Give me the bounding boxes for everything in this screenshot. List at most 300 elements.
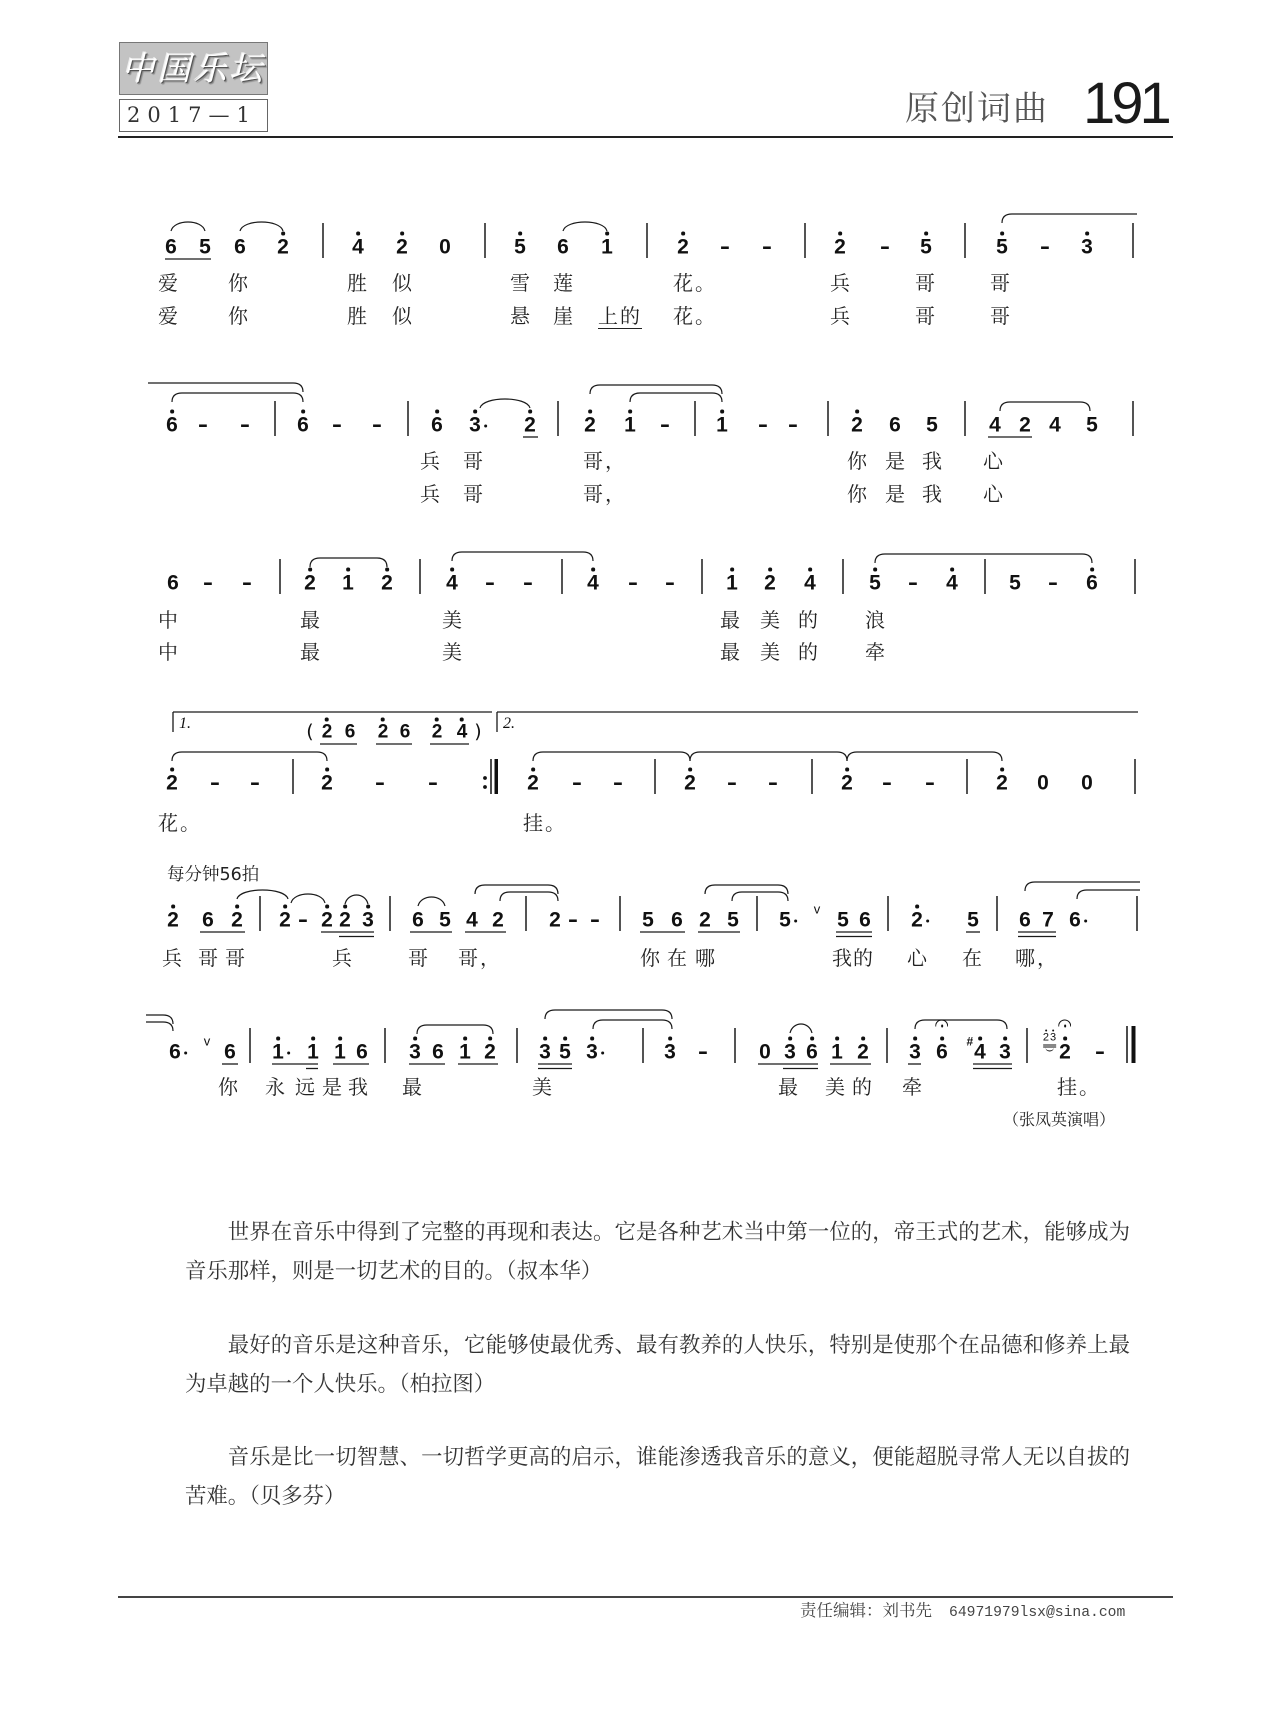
note-digit: -	[879, 235, 891, 259]
note-digit: 2	[699, 908, 711, 932]
lyric-syllable: 最	[402, 1075, 424, 1099]
note-digit: 1	[342, 571, 354, 595]
note	[699, 910, 711, 931]
lyric-syllable: 美	[442, 640, 464, 664]
note-digit: 5	[926, 413, 938, 437]
note-digit: -	[371, 413, 383, 437]
note-digit: 6	[166, 413, 178, 437]
octave-dot-high-icon	[325, 718, 329, 722]
note	[381, 573, 393, 594]
note-digit: 6	[671, 908, 683, 932]
note	[677, 237, 689, 258]
lyric-syllable: 美	[442, 608, 464, 632]
lyric-syllable: 哥	[225, 946, 247, 970]
slur-tie	[1002, 214, 1137, 223]
issue-number: 2017—1	[119, 99, 268, 132]
sustain-dash	[924, 771, 936, 795]
lyric-syllable: 哥	[463, 482, 485, 506]
note-digit: 3	[1081, 235, 1093, 259]
grace-digit: 3	[1050, 1031, 1057, 1044]
note-digit: 4	[946, 571, 958, 595]
footer	[800, 1600, 1125, 1624]
lyric-syllable: 挂。	[523, 811, 567, 835]
lyric-syllable: 远	[295, 1075, 317, 1099]
note-digit: -	[249, 771, 261, 795]
note-digit: -	[567, 908, 579, 932]
sustain-dash	[757, 413, 769, 437]
note	[996, 237, 1008, 258]
lyric-syllable: 最	[778, 1075, 800, 1099]
octave-dot-high-icon	[1045, 1030, 1047, 1032]
editor-credit: 责任编辑：刘书先	[800, 1601, 932, 1620]
lyric-syllable: 挂。	[1057, 1075, 1101, 1099]
note	[936, 1042, 948, 1063]
slur-tie	[847, 752, 1002, 761]
rest-note	[439, 237, 451, 258]
note	[297, 415, 309, 436]
lyric-syllable: 你	[847, 449, 869, 473]
lyric-syllable: 心	[983, 482, 1005, 506]
slur-tie	[345, 895, 368, 904]
sustain-dash	[331, 413, 343, 437]
note-digit: 0	[1081, 771, 1093, 795]
note	[857, 1042, 869, 1063]
magazine-title: 中国乐坛	[121, 49, 266, 88]
note-digit: -	[589, 908, 601, 932]
quote-author: （叔本华）	[505, 1259, 603, 1284]
sustain-dash	[567, 908, 579, 932]
note	[484, 1042, 496, 1063]
note-digit: 2	[167, 908, 179, 932]
octave-dot-high-icon	[276, 1037, 280, 1041]
note-digit: -	[197, 413, 209, 437]
sustain-dash	[1094, 1040, 1106, 1064]
slur-tie	[148, 383, 303, 392]
note-digit: -	[612, 771, 624, 795]
note-digit: 4	[446, 571, 458, 595]
note	[804, 573, 816, 594]
note-digit: 2	[277, 235, 289, 259]
quote-author: （贝多芬）	[249, 1484, 346, 1509]
note	[334, 1042, 346, 1063]
note-digit: -	[627, 571, 639, 595]
octave-dot-high-icon	[460, 718, 464, 722]
note-digit: -	[241, 571, 253, 595]
editor-email: 64971979lsx@sina.com	[949, 1605, 1126, 1621]
sustain-dash	[879, 235, 891, 259]
note	[889, 415, 901, 436]
lyric-syllable: 哥	[915, 304, 937, 328]
note-digit: 3	[909, 1040, 921, 1064]
slur-tie	[1000, 402, 1090, 411]
note	[806, 1042, 818, 1063]
sustain-dash	[589, 908, 601, 932]
sustain-dash	[371, 413, 383, 437]
note	[967, 910, 979, 931]
octave-dot-high-icon	[531, 768, 535, 772]
note-digit: 2	[527, 771, 539, 795]
note	[527, 773, 539, 794]
slur-tie	[1077, 890, 1140, 899]
octave-dot-high-icon	[235, 905, 239, 909]
note	[1081, 237, 1093, 258]
note	[469, 415, 481, 436]
note-digit: 6	[234, 235, 246, 259]
note-digit: 6	[202, 908, 214, 932]
octave-dot-high-icon	[1085, 232, 1089, 236]
note-digit: -	[331, 413, 343, 437]
sustain-dash	[209, 771, 221, 795]
octave-dot-high-icon	[325, 768, 329, 772]
breath-mark	[814, 903, 821, 916]
note-digit: 5	[199, 235, 211, 259]
note	[1086, 573, 1098, 594]
lyric-syllable: 胜	[347, 271, 369, 295]
lyric-syllable: 的	[853, 946, 875, 970]
lyric-syllable: 胜	[347, 304, 369, 328]
octave-dot-high-icon	[308, 568, 312, 572]
note-digit: 4	[1049, 413, 1061, 437]
note	[396, 237, 408, 258]
note-digit: 6	[936, 1040, 948, 1064]
octave-dot-high-icon	[488, 1037, 492, 1041]
lyric-syllable: 花。	[158, 811, 202, 835]
sustain-dash	[767, 771, 779, 795]
note-digit: 6	[344, 721, 356, 743]
slur-tie	[172, 752, 327, 761]
sustain-dash	[697, 1040, 709, 1064]
note	[167, 573, 179, 594]
note-digit: 5	[837, 908, 849, 932]
note	[342, 573, 354, 594]
lyric-syllable: 你	[847, 482, 869, 506]
note	[431, 415, 443, 436]
note	[199, 237, 211, 258]
note-digit: 1	[831, 1040, 843, 1064]
note-digit: 5	[1086, 413, 1098, 437]
sustain-dash	[1047, 571, 1059, 595]
note	[726, 573, 738, 594]
lyric-syllable: 是	[885, 482, 907, 506]
lyric-syllable: 永	[265, 1075, 287, 1099]
octave-dot-high-icon	[720, 410, 724, 414]
note	[304, 573, 316, 594]
octave-dot-high-icon	[385, 568, 389, 572]
lyric-syllable: 的	[798, 640, 820, 664]
note-digit: -	[1094, 1040, 1106, 1064]
note	[764, 573, 776, 594]
note	[277, 237, 289, 258]
volta-label: 1.	[179, 715, 191, 732]
sustain-dash	[881, 771, 893, 795]
note-digit: 2	[431, 721, 443, 743]
lyric-syllable: 你	[640, 946, 662, 970]
lyric-syllable: 哥	[990, 271, 1012, 295]
note-digit: 5	[727, 908, 739, 932]
note-digit: 6	[1019, 908, 1031, 932]
octave-dot-high-icon	[528, 410, 532, 414]
note-digit: 6	[1069, 908, 1081, 932]
note-digit: 5	[1009, 571, 1021, 595]
note-digit: 6	[165, 235, 177, 259]
note-digit: 2	[549, 908, 561, 932]
note-digit: 5	[920, 235, 932, 259]
note-digit: -	[1047, 571, 1059, 595]
octave-dot-high-icon	[590, 1037, 594, 1041]
octave-dot-high-icon	[518, 232, 522, 236]
note-digit: 6	[399, 721, 411, 743]
octave-dot-high-icon	[978, 1037, 982, 1041]
note-digit: -	[719, 235, 731, 259]
note	[716, 415, 728, 436]
slur-tie	[875, 554, 1092, 563]
lyric-syllable: 你	[228, 271, 250, 295]
slur-tie	[291, 894, 325, 903]
note	[339, 910, 351, 931]
note	[996, 773, 1008, 794]
note	[664, 1042, 676, 1063]
note	[624, 415, 636, 436]
lyric-syllable: 中	[158, 608, 180, 632]
note-digit: 6	[297, 413, 309, 437]
note	[231, 910, 243, 931]
note-digit: 2	[841, 771, 853, 795]
note	[169, 1042, 181, 1063]
note-digit: -	[907, 571, 919, 595]
slur-tie	[171, 222, 205, 231]
grace-digit: 2	[1042, 1031, 1050, 1044]
octave-dot-high-icon	[381, 718, 385, 722]
note-digit: 5	[642, 908, 654, 932]
octave-dot-high-icon	[343, 905, 347, 909]
sustain-dash	[627, 571, 639, 595]
note-digit: -	[757, 413, 769, 437]
lyric-syllable: 美	[532, 1075, 554, 1099]
note	[911, 910, 923, 931]
slur-tie	[240, 222, 283, 231]
octave-dot-high-icon	[413, 1037, 417, 1041]
note	[459, 1042, 471, 1063]
slur-tie	[545, 1010, 672, 1019]
lyric-syllable: 我	[922, 449, 944, 473]
octave-dot-high-icon	[730, 568, 734, 572]
note	[272, 1042, 284, 1063]
note-digit: 6	[432, 1040, 444, 1064]
note-digit: 2	[484, 1040, 496, 1064]
lyric-syllable: 兵	[162, 946, 184, 970]
note	[559, 1042, 571, 1063]
lyric-syllable: 花。	[673, 304, 717, 328]
note	[400, 723, 411, 742]
lyric-syllable: 哥	[990, 304, 1012, 328]
lyric-syllable: 雪	[510, 271, 532, 295]
note	[966, 1034, 986, 1064]
note	[834, 237, 846, 258]
octave-dot-high-icon	[325, 905, 329, 909]
note	[539, 1042, 551, 1063]
sustain-dash	[241, 571, 253, 595]
note-digit: 0	[1037, 771, 1049, 795]
slur-tie	[732, 892, 788, 901]
lyric-syllable: 美	[760, 608, 782, 632]
note-digit: 1	[307, 1040, 319, 1064]
slur-tie	[630, 393, 722, 402]
octave-dot-high-icon	[845, 768, 849, 772]
note-digit: 1	[624, 413, 636, 437]
quote-text: 世界在音乐中得到了完整的再现和表达。它是各种艺术当中第一位的，帝王式的艺术，能够成为音乐那样，则是一切艺术的目的。	[185, 1220, 1130, 1284]
note	[234, 237, 246, 258]
sustain-dash	[249, 771, 261, 795]
sustain-dash	[297, 908, 309, 932]
note	[1049, 415, 1061, 436]
lyric-syllable: 兵	[420, 482, 442, 506]
sustain-dash	[197, 413, 209, 437]
note-digit: 4	[587, 571, 599, 595]
interlude-close-paren: )	[474, 720, 482, 743]
lyric-syllable: 似	[392, 271, 414, 295]
lyric-syllable: 我	[922, 482, 944, 506]
lyric-syllable: 在	[667, 946, 689, 970]
slur-tie	[533, 752, 690, 761]
slur-tie	[172, 393, 303, 402]
lyric-syllable: 哥	[408, 946, 430, 970]
note-digit: -	[924, 771, 936, 795]
note	[727, 910, 739, 931]
note-digit: 5	[559, 1040, 571, 1064]
sustain-dash	[907, 571, 919, 595]
note-digit: 2	[396, 235, 408, 259]
note	[831, 1042, 843, 1063]
note-digit: 0	[759, 1040, 771, 1064]
note-digit: 2	[834, 235, 846, 259]
note-digit: 5	[869, 571, 881, 595]
page-number: 191	[1083, 71, 1168, 136]
note-digit: 2	[677, 235, 689, 259]
rest-note	[1081, 773, 1093, 794]
lyric-syllable: 花。	[673, 271, 717, 295]
footer-rule	[118, 1596, 1173, 1598]
note-digit: 5	[996, 235, 1008, 259]
slur-tie	[418, 897, 445, 906]
note-digit: 3	[586, 1040, 598, 1064]
note-digit: 6	[1086, 571, 1098, 595]
grace-notes	[1043, 1033, 1056, 1048]
lyric-syllable: 兵	[332, 946, 354, 970]
sustain-dash	[522, 571, 534, 595]
note-digit: 3	[664, 1040, 676, 1064]
lyric-syllable: 爱	[158, 271, 180, 295]
lyric-syllable: 在	[962, 946, 984, 970]
lyric-syllable: 最	[720, 608, 742, 632]
tempo-marking: 每分钟56拍	[167, 865, 260, 885]
octave-dot-high-icon	[1003, 1037, 1007, 1041]
note	[946, 573, 958, 594]
sustain-dash	[571, 771, 583, 795]
lyric-syllable: 牵	[865, 640, 887, 664]
lyric-syllable: 上的	[598, 304, 642, 328]
octave-dot-high-icon	[463, 1037, 467, 1041]
note	[549, 910, 561, 931]
note-digit: -	[664, 571, 676, 595]
lyric-syllable: 悬	[510, 304, 532, 328]
note	[439, 910, 451, 931]
quote-paragraph	[185, 1438, 1130, 1516]
octave-dot-high-icon	[170, 410, 174, 414]
note-digit: 7	[1042, 908, 1054, 932]
note-digit: 6	[167, 571, 179, 595]
octave-dot-high-icon	[838, 232, 842, 236]
note	[841, 773, 853, 794]
note-digit: 3	[784, 1040, 796, 1064]
note-digit: -	[297, 908, 309, 932]
quote-text: 音乐是比一切智慧、一切哲学更高的启示，谁能渗透我音乐的意义，便能超脱寻常人无以自拔的苦难。	[185, 1445, 1130, 1509]
note-digit: -	[484, 571, 496, 595]
octave-dot-high-icon	[366, 905, 370, 909]
note	[202, 910, 214, 931]
lyric-syllable: 的	[798, 608, 820, 632]
lyric-syllable: 你	[228, 304, 250, 328]
note-digit: 2	[321, 771, 333, 795]
note	[352, 237, 364, 258]
note	[466, 910, 478, 931]
note-digit: -	[659, 413, 671, 437]
octave-dot-high-icon	[855, 410, 859, 414]
note-digit: -	[761, 235, 773, 259]
note-digit: 2	[1059, 1040, 1071, 1064]
note	[167, 910, 179, 931]
octave-dot-high-icon	[563, 1037, 567, 1041]
note	[1019, 910, 1031, 931]
note-digit: -	[787, 413, 799, 437]
sustain-dash	[659, 413, 671, 437]
octave-dot-high-icon	[450, 568, 454, 572]
lyric-syllable: 哪	[695, 946, 717, 970]
lyric-syllable: 是	[322, 1075, 344, 1099]
octave-dot-high-icon	[940, 1037, 944, 1041]
note	[557, 237, 569, 258]
note-digit: 6	[169, 1040, 181, 1064]
octave-dot-high-icon	[400, 232, 404, 236]
note-digit: 1	[716, 413, 728, 437]
repeat-barline-thick	[495, 759, 499, 794]
lyric-syllable: 最	[720, 640, 742, 664]
note	[989, 415, 1001, 436]
note-digit: 6	[224, 1040, 236, 1064]
slur-tie	[690, 752, 847, 761]
quote-text: 最好的音乐是这种音乐，它能够使最优秀、最有教养的人快乐，特别是使那个在品德和修养上最为卓越的一个人快乐。	[185, 1332, 1130, 1397]
note-digit: 2	[304, 571, 316, 595]
octave-dot-high-icon	[873, 568, 877, 572]
note-digit: 4	[352, 235, 364, 259]
lyric-syllable: 兵	[830, 271, 852, 295]
note-digit: -	[239, 413, 251, 437]
octave-dot-high-icon	[311, 1037, 315, 1041]
grace-note	[1050, 1033, 1056, 1044]
note-digit: 4	[989, 413, 1001, 437]
note-digit: 1	[334, 1040, 346, 1064]
note	[409, 1042, 421, 1063]
octave-dot-high-icon	[1063, 1037, 1067, 1041]
quote-paragraph	[185, 1213, 1130, 1291]
octave-dot-high-icon	[810, 1037, 814, 1041]
note-digit: 5	[779, 908, 791, 932]
note-digit: 2	[524, 413, 536, 437]
note	[165, 237, 177, 258]
rest-note	[759, 1042, 771, 1063]
note	[587, 573, 599, 594]
note-digit: -	[374, 771, 386, 795]
note-digit: 1	[601, 235, 613, 259]
